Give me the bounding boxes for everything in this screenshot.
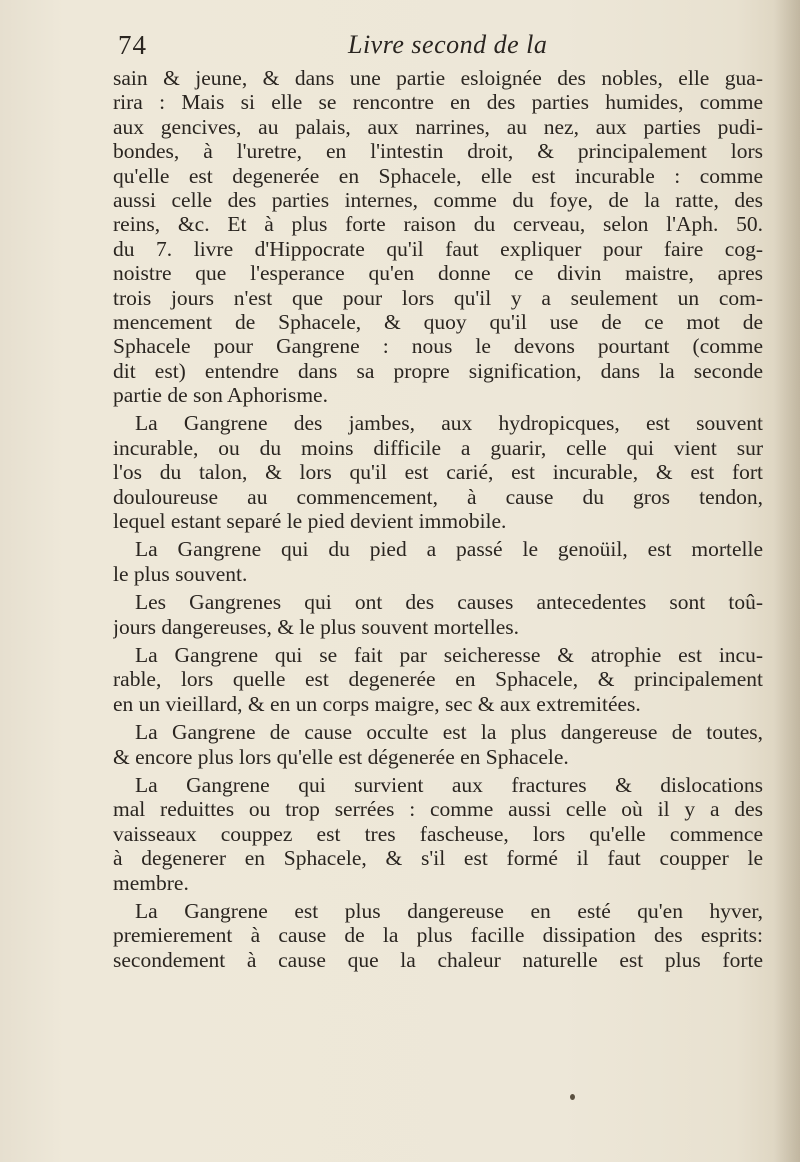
text-line: l'os du talon, & lors qu'il est carié, est incurable, & est fort <box>113 460 763 485</box>
text-line: & encore plus lors qu'elle est dégenerée en Sphacele. <box>113 744 569 769</box>
text-line: aussi celle des parties internes, comme du foye, de la ratte, des <box>113 187 763 212</box>
page-number: 74 <box>118 30 147 60</box>
text-line: douloureuse au commencement, à cause du gros tendon, <box>113 484 763 509</box>
text-line: premierement à cause de la plus facille dissipation des esprits: <box>113 923 763 948</box>
text-line: La Gangrene est plus dangereuse en esté qu'en hyver, <box>135 898 763 923</box>
text-line: noistre que l'esperance qu'en donne ce divin maistre, apres <box>113 261 763 286</box>
text-line: mal reduittes ou trop serrées : comme aussi celle où il y a des <box>113 797 763 822</box>
text-line: aux gencives, au palais, aux narrines, au nez, aux parties pudi- <box>113 114 763 139</box>
text-line: La Gangrene des jambes, aux hydropicques, est souvent <box>135 411 763 436</box>
text-line: reins, &c. Et à plus forte raison du cerveau, selon l'Aph. 50. <box>113 212 763 237</box>
body-text <box>113 66 763 972</box>
text-line: vaisseaux couppez est tres fascheuse, lors qu'elle commence <box>113 821 763 846</box>
text-line: membre. <box>113 870 189 895</box>
text-line: La Gangrene qui se fait par seicheresse & atrophie est incu- <box>135 642 763 667</box>
text-line: Les Gangrenes qui ont des causes antecedentes sont toû- <box>135 590 763 615</box>
text-line: en un vieillard, & en un corps maigre, sec & aux extremitées. <box>113 691 641 716</box>
text-line: jours dangereuses, & le plus souvent mortelles. <box>113 614 520 639</box>
text-line: La Gangrene qui survient aux fractures & dislocations <box>135 772 763 797</box>
text-line: qu'elle est degenerée en Sphacele, elle est incurable : comme <box>113 163 763 188</box>
page-edge-shadow <box>774 0 800 1162</box>
text-line: La Gangrene qui du pied a passé le genoüil, est mortelle <box>135 537 763 562</box>
text-line: bondes, à l'uretre, en l'intestin droit, & principalement lors <box>113 139 763 164</box>
text-line: lequel estant separé le pied devient immobile. <box>113 509 507 534</box>
text-line: rira : Mais si elle se rencontre en des parties humides, comme <box>113 90 763 115</box>
text-line: dit est) entendre dans sa propre signification, dans la seconde <box>113 358 763 383</box>
text-line: secondement à cause que la chaleur naturelle est plus forte <box>113 947 763 972</box>
text-line: Sphacele pour Gangrene : nous le devons pourtant (comme <box>113 334 763 359</box>
text-line: du 7. livre d'Hippocrate qu'il faut expliquer pour faire cog- <box>113 236 763 261</box>
text-line: trois jours n'est que pour lors qu'il y a seulement un com- <box>113 285 763 310</box>
text-line: rable, lors quelle est degenerée en Sphacele, & principalement <box>113 667 763 692</box>
text-line: mencement de Sphacele, & quoy qu'il use de ce mot de <box>113 309 763 334</box>
ink-speck <box>570 1094 575 1100</box>
running-head: Livre second de la <box>348 30 548 59</box>
text-line: sain & jeune, & dans une partie esloignée des nobles, elle gua- <box>113 66 763 90</box>
page-header <box>118 30 758 64</box>
text-line: La Gangrene de cause occulte est la plus dangereuse de toutes, <box>135 720 763 745</box>
text-line: partie de son Aphorisme. <box>113 383 328 408</box>
text-line: incurable, ou du moins difficile a guarir, celle qui vient sur <box>113 435 763 460</box>
text-line: à degenerer en Sphacele, & s'il est formé il faut coupper le <box>113 846 763 871</box>
text-line: le plus souvent. <box>113 561 248 586</box>
